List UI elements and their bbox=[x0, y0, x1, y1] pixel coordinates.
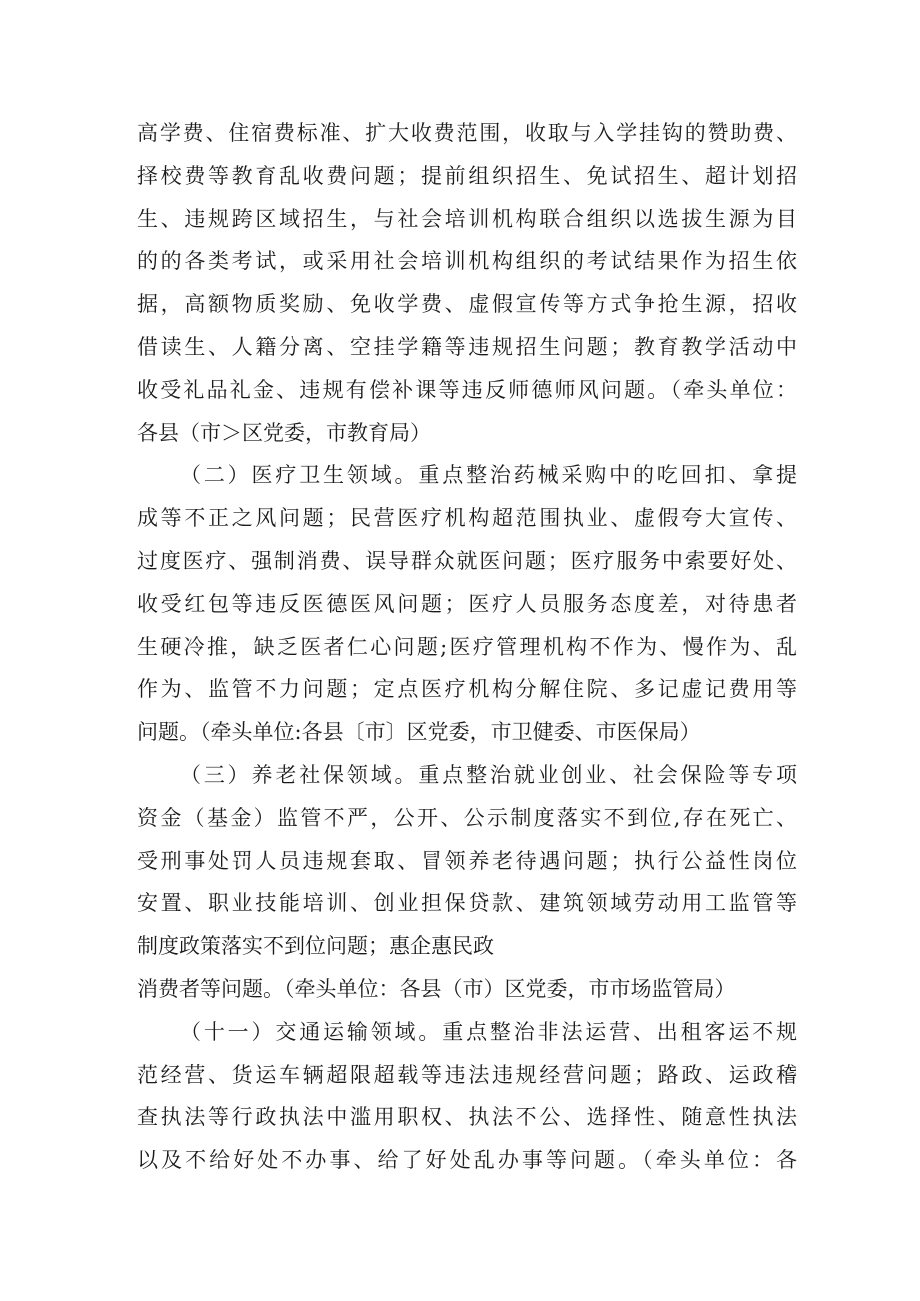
text-line: 安置、职业技能培训、创业担保贷款、建筑领域劳动用工监管等 bbox=[137, 891, 800, 916]
paragraph-first-line: （三）养老社保领域。重点整治就业创业、社会保险等专项 bbox=[180, 762, 800, 787]
text-line: 问题。（牵头单位:各县〔市〕区党委，市卫健委、市医保局） bbox=[137, 720, 701, 745]
text-line: 查执法等行政执法中滥用职权、执法不公、选择性、随意性执法 bbox=[137, 1105, 800, 1130]
text-line: 资金（基金）监管不严，公开、公示制度落实不到位,存在死亡、 bbox=[137, 805, 800, 830]
text-line: 成等不正之风问题；民营医疗机构超范围执业、虚假夸大宣传、 bbox=[137, 506, 800, 531]
text-line: 借读生、人籍分离、空挂学籍等违规招生问题；教育教学活动中 bbox=[137, 334, 800, 359]
text-line: 择校费等教育乱收费问题；提前组织招生、免试招生、超计划招 bbox=[137, 163, 800, 188]
text-line: 范经营、货运车辆超限超载等违法违规经营问题；路政、运政稽 bbox=[137, 1062, 800, 1087]
text-line: 制度政策落实不到位问题；惠企惠民政 bbox=[137, 934, 494, 959]
text-line: 作为、监管不力问题；定点医疗机构分解住院、多记虚记费用等 bbox=[137, 677, 800, 702]
text-line: 据，高额物质奖励、免收学费、虚假宣传等方式争抢生源，招收 bbox=[137, 292, 800, 317]
text-line: 消费者等问题。（牵头单位：各县（市）区党委，市市场监管局） bbox=[137, 976, 736, 1001]
paragraph-first-line: （二）医疗卫生领域。重点整治药械采购中的吃回扣、拿提 bbox=[180, 463, 800, 488]
document-body bbox=[137, 112, 801, 1182]
text-line: 生、违规跨区域招生，与社会培训机构联合组织以选拔生源为目 bbox=[137, 206, 800, 231]
text-line: 受刑事处罚人员违规套取、冒领养老待遇问题；执行公益性岗位 bbox=[137, 848, 800, 873]
text-line: 收受礼品礼金、违规有偿补课等违反师德师风问题。（牵头单位： bbox=[137, 377, 800, 402]
text-line: 生硬冷推，缺乏医者仁心问题;医疗管理机构不作为、慢作为、乱 bbox=[137, 634, 800, 659]
text-line: 过度医疗、强制消费、误导群众就医问题；医疗服务中索要好处、 bbox=[137, 548, 799, 573]
text-line: 收受红包等违反医德医风问题；医疗人员服务态度差，对待患者 bbox=[137, 591, 800, 616]
text-line: 的的各类考试，或采用社会培训机构组织的考试结果作为招生依 bbox=[137, 249, 800, 274]
text-line: 高学费、住宿费标准、扩大收费范围，收取与入学挂钩的赞助费、 bbox=[137, 121, 799, 145]
paragraph-first-line: （十一）交通运输领域。重点整治非法运营、出租客运不规 bbox=[180, 1019, 800, 1044]
text-line: 各县（市＞区党委，市教育局） bbox=[137, 420, 431, 445]
text-line: 以及不给好处不办事、给了好处乱办事等问题。（牵头单位：各 bbox=[137, 1148, 801, 1173]
